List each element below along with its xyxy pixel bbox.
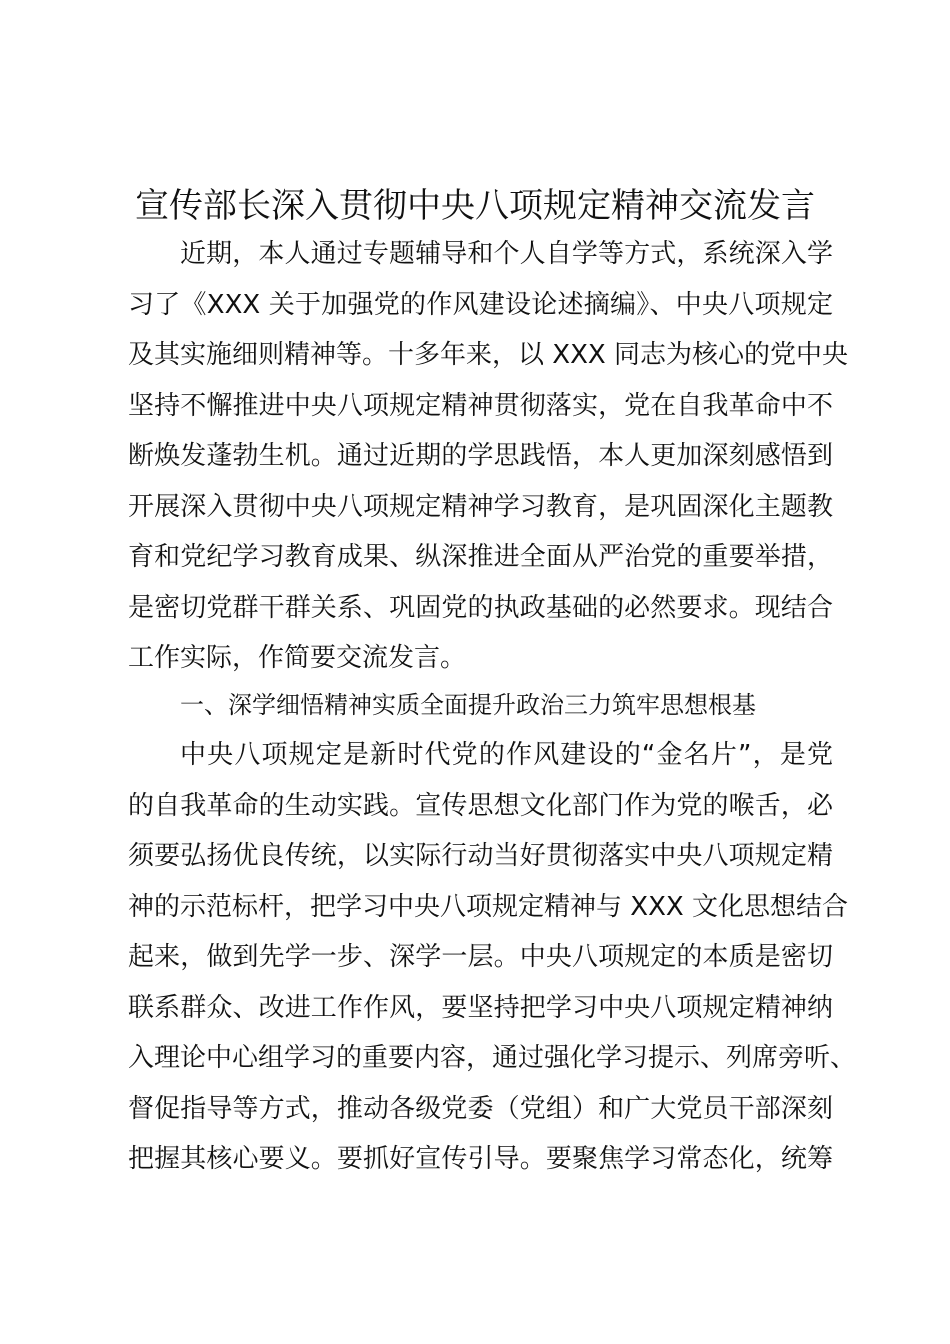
- paragraph-1-line: 习了《XXX 关于加强党的作风建设论述摘编》、中央八项规定: [128, 289, 833, 320]
- paragraph-2: [128, 730, 857, 1185]
- paragraph-1-line: 及其实施细则精神等。十多年来，以 XXX 同志为核心的党中央: [128, 340, 848, 370]
- paragraph-1-line: 育和党纪学习教育成果、纵深推进全面从严治党的重要举措，: [128, 542, 833, 572]
- document-title: 宣传部长深入贯彻中央八项规定精神交流发言: [135, 186, 815, 226]
- section-1-heading: 一、深学细悟精神实质全面提升政治三力筑牢思想根基: [180, 691, 756, 719]
- paragraph-1-line: 工作实际，作简要交流发言。: [128, 643, 467, 673]
- paragraph-1-line: 近期，本人通过专题辅导和个人自学等方式，系统深入学: [180, 239, 833, 269]
- paragraph-1-line: 是密切党群干群关系、巩固党的执政基础的必然要求。现结合: [128, 592, 833, 623]
- paragraph-1-line: 开展深入贯彻中央八项规定精神学习教育，是巩固深化主题教: [128, 491, 833, 522]
- paragraph-1-line: 断焕发蓬勃生机。通过近期的学思践悟，本人更加深刻感悟到: [128, 441, 833, 471]
- section-1: [128, 680, 833, 731]
- paragraph-2-line: 起来，做到先学一步、深学一层。中央八项规定的本质是密切: [128, 942, 833, 972]
- paragraph-2-line: 须要弘扬优良传统，以实际行动当好贯彻落实中央八项规定精: [128, 841, 833, 871]
- paragraph-2-line: 的自我革命的生动实践。宣传思想文化部门作为党的喉舌，必: [128, 790, 833, 821]
- paragraph-2-line: 中央八项规定是新时代党的作风建设的“金名片”，是党: [180, 740, 833, 770]
- paragraph-2-line: 联系群众、改进工作作风，要坚持把学习中央八项规定精神纳: [128, 992, 833, 1023]
- paragraph-2-line: 神的示范标杆，把学习中央八项规定精神与 XXX 文化思想结合: [128, 891, 848, 922]
- paragraph-2-line: 把握其核心要义。要抓好宣传引导。要聚焦学习常态化，统筹: [128, 1144, 833, 1174]
- paragraph-2-line: 督促指导等方式，推动各级党委（党组）和广大党员干部深刻: [128, 1093, 833, 1124]
- paragraph-2-line: 入理论中心组学习的重要内容，通过强化学习提示、列席旁听、: [128, 1043, 857, 1073]
- paragraph-1: [128, 229, 848, 684]
- paragraph-1-line: 坚持不懈推进中央八项规定精神贯彻落实，党在自我革命中不: [128, 390, 833, 421]
